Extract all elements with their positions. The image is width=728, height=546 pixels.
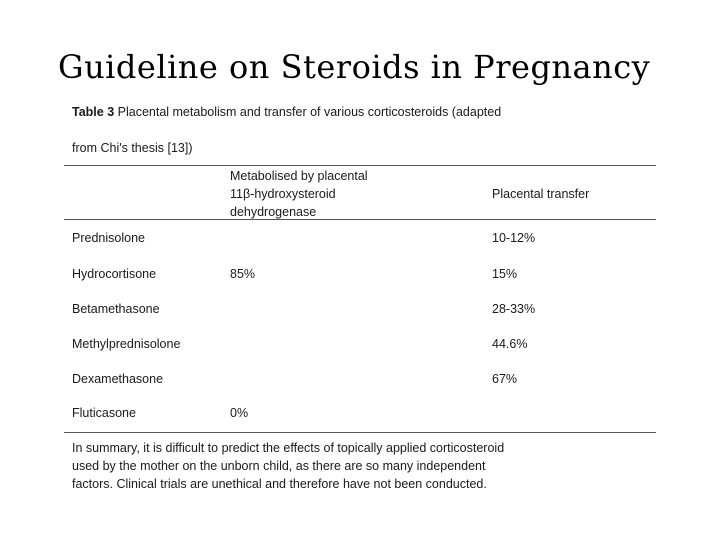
table-caption-label: Table 3: [72, 105, 115, 119]
drug-name-cell: Prednisolone: [72, 231, 145, 245]
metabolised-cell: 0%: [230, 406, 249, 420]
drug-name-cell: Methylprednisolone: [72, 337, 181, 351]
table-row: [64, 337, 656, 355]
transfer-cell: 67%: [492, 372, 518, 386]
summary-line-2: used by the mother on the unborn child, as there are so many independent: [72, 459, 486, 473]
drug-name-cell: Fluticasone: [72, 406, 136, 420]
table-summary: [72, 439, 656, 493]
summary-line-3: factors. Clinical trials are unethical and therefore have not been conducted.: [72, 477, 487, 491]
table-row: [64, 372, 656, 390]
drug-name-cell: Hydrocortisone: [72, 267, 157, 281]
transfer-cell: 15%: [492, 267, 518, 281]
column-header-metabolised: [230, 167, 450, 221]
drug-name-cell: Betamethasone: [72, 302, 160, 316]
table-header-rule: [64, 219, 656, 220]
table-row: [64, 406, 656, 424]
table-row: [64, 302, 656, 320]
column-header-metabolised-line-3: dehydrogenase: [230, 205, 317, 219]
column-header-metabolised-line-1: Metabolised by placental: [230, 169, 368, 183]
table-caption-text: Placental metabolism and transfer of various corticosteroids (adapted: [114, 105, 502, 119]
table-row: [64, 267, 656, 285]
steroid-table-figure: [64, 95, 658, 507]
table-bottom-rule: [64, 432, 656, 433]
transfer-cell: 28-33%: [492, 302, 536, 316]
table-row: [64, 231, 656, 249]
table-top-rule: [64, 165, 656, 166]
metabolised-cell: 85%: [230, 267, 256, 281]
column-header-metabolised-line-2: 11β-hydroxysteroid: [230, 187, 336, 201]
transfer-cell: 10-12%: [492, 231, 536, 245]
slide-title: Guideline on Steroids in Pregnancy: [58, 48, 651, 86]
drug-name-cell: Dexamethasone: [72, 372, 164, 386]
table-caption-line-2: from Chi's thesis [13]): [72, 141, 193, 155]
table-caption-line-1: [72, 105, 501, 119]
summary-line-1: In summary, it is difficult to predict the effects of topically applied corticosteroid: [72, 441, 505, 455]
column-header-transfer: Placental transfer: [492, 187, 590, 201]
transfer-cell: 44.6%: [492, 337, 528, 351]
